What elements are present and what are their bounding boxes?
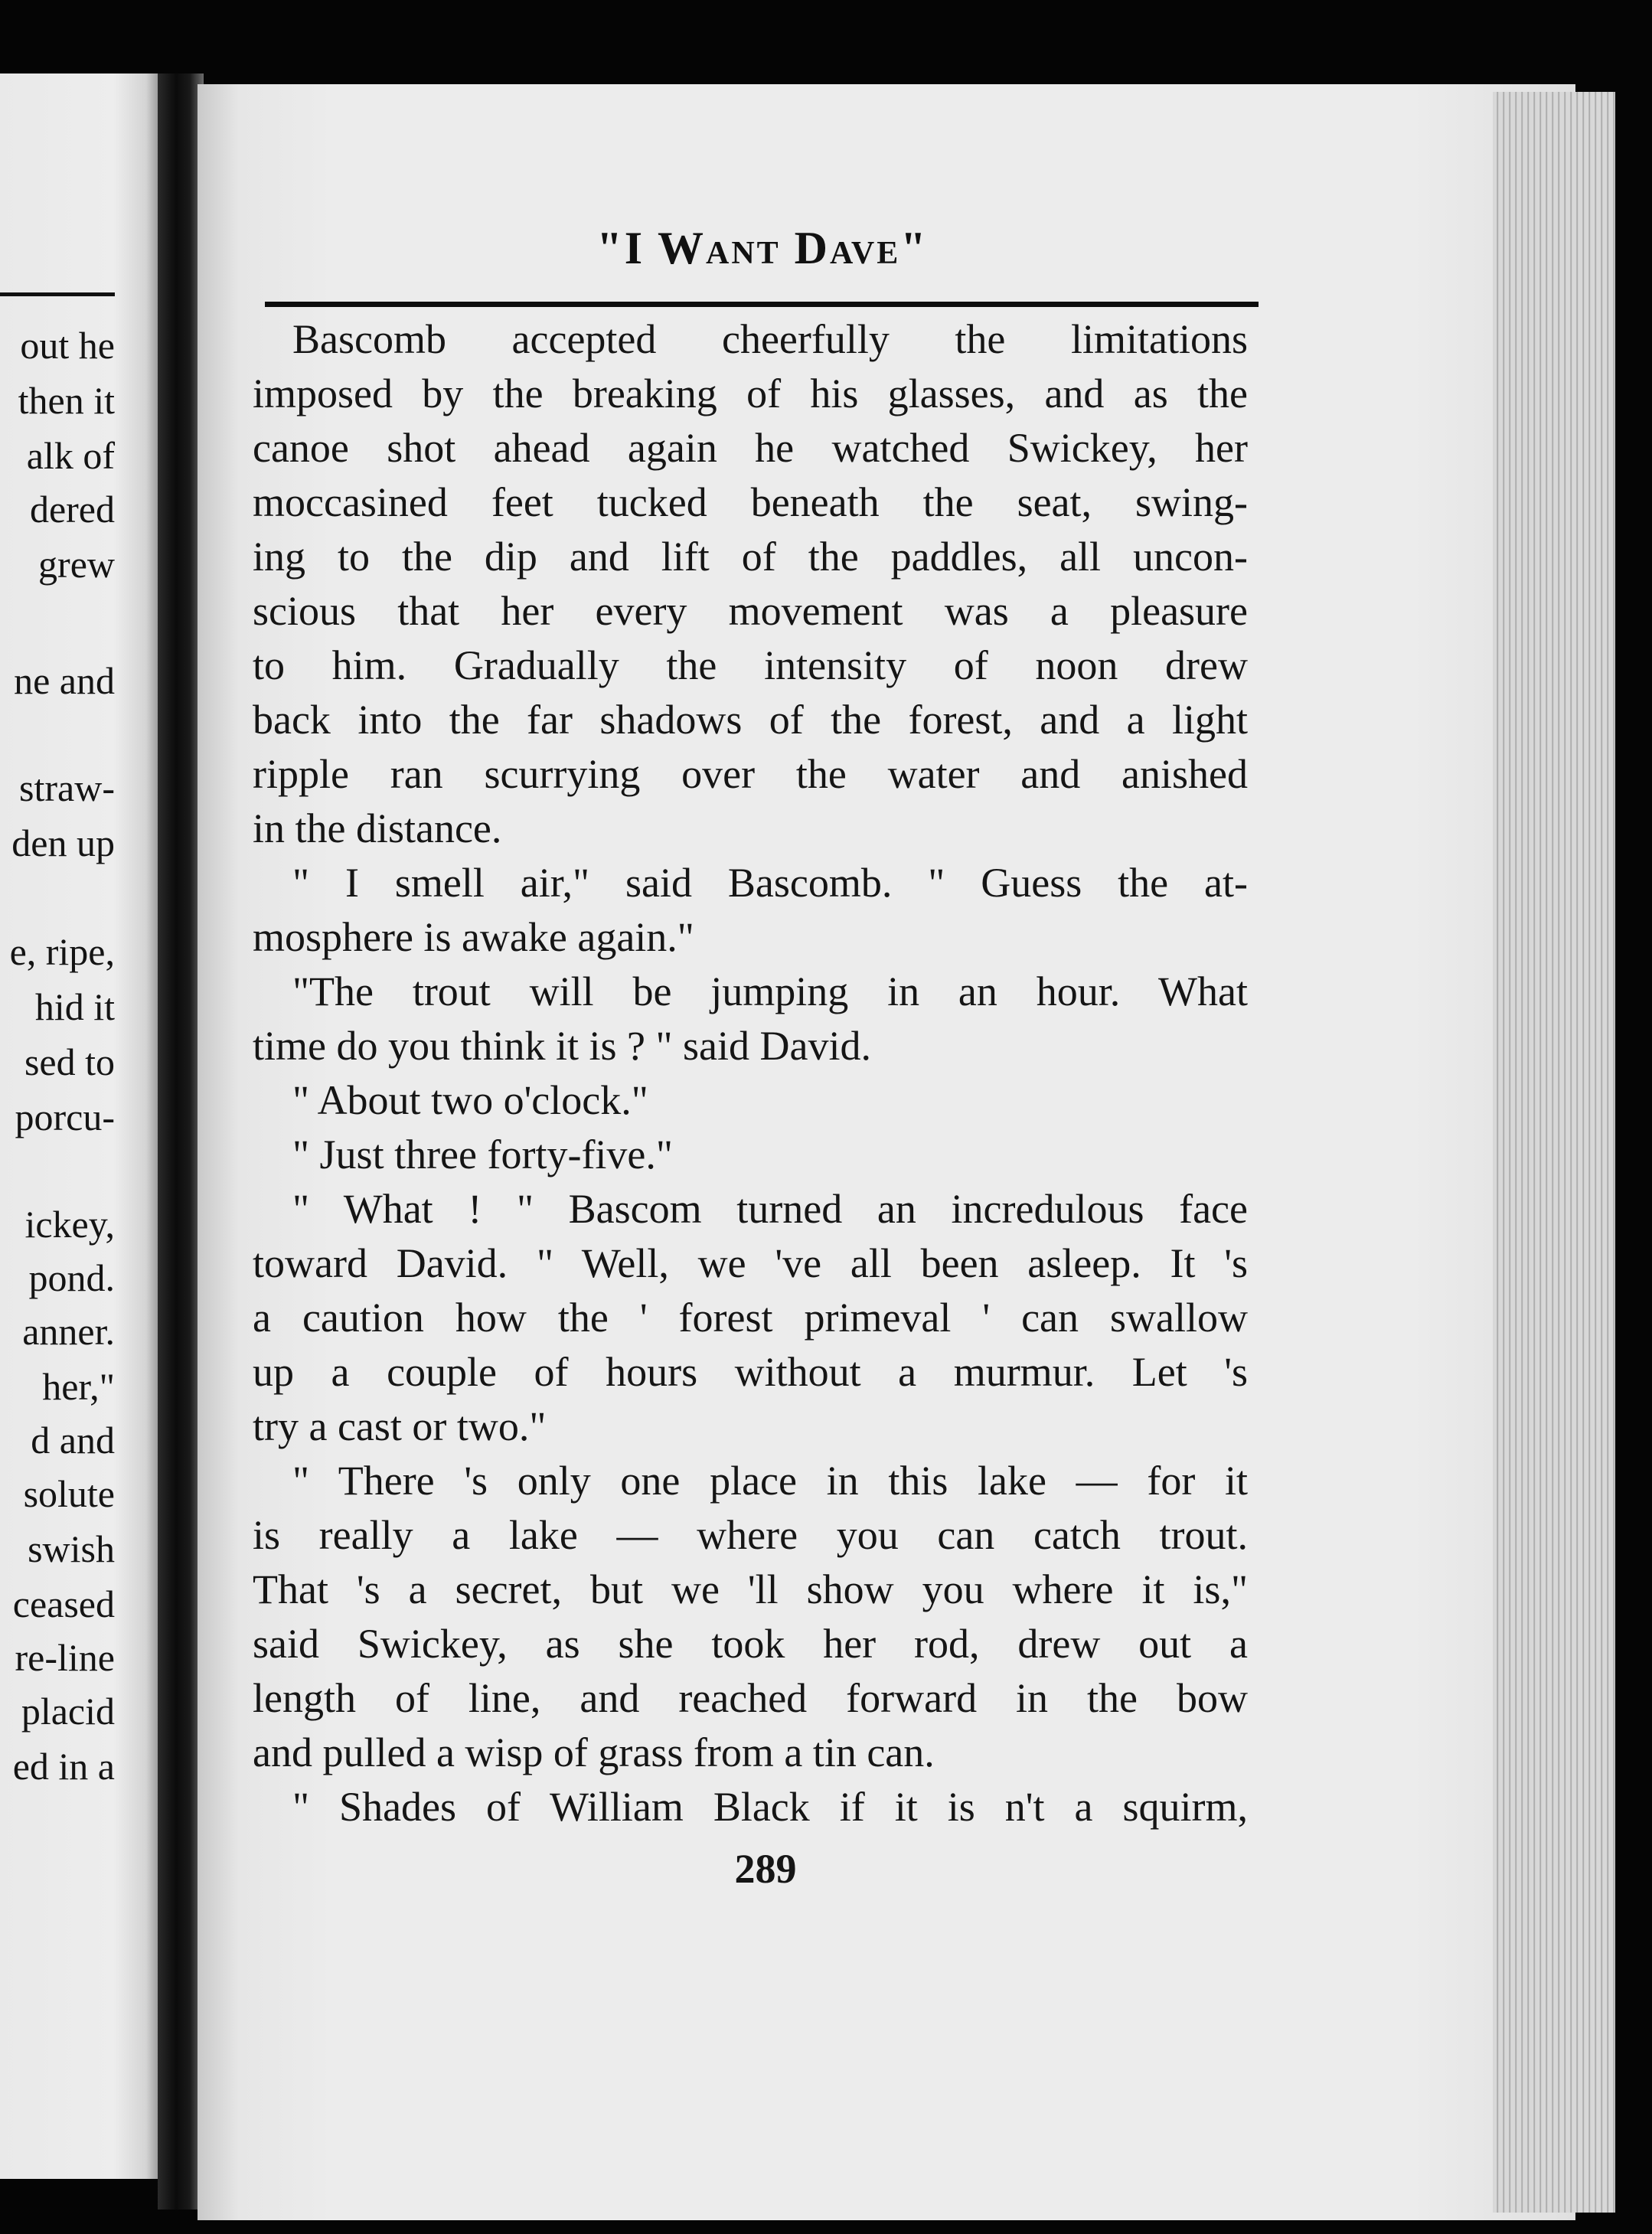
page-edges (1493, 92, 1615, 2213)
text-line: " About two o'clock." (292, 1077, 648, 1123)
previous-page-line: placid (21, 1690, 115, 1733)
previous-page-line: den up (11, 821, 115, 864)
previous-page-fragment (0, 73, 162, 2179)
previous-page-line: then it (18, 379, 115, 422)
text-line: " There 's only one place in this lake — for it (292, 1458, 1248, 1504)
previous-page-line: ne and (14, 659, 115, 702)
previous-page-line: swish (28, 1527, 115, 1570)
text-line: and pulled a wisp of grass from a tin can. (253, 1729, 935, 1775)
text-line: imposed by the breaking of his glasses, and as the (253, 371, 1248, 416)
previous-page-line: porcu- (15, 1096, 115, 1138)
text-line: time do you think it is ? " said David. (253, 1023, 871, 1069)
text-line: canoe shot ahead again he watched Swickey, her (253, 425, 1248, 471)
previous-page-line: pond. (28, 1256, 115, 1299)
text-line: back into the far shadows of the forest, and a light (253, 697, 1248, 743)
previous-page-line: d and (31, 1419, 115, 1462)
text-line: " I smell air," said Bascomb. " Guess the at- (292, 860, 1248, 906)
previous-page-line: alk of (26, 434, 115, 477)
text-line: " Shades of William Black if it is n't a squirm, (292, 1784, 1248, 1830)
previous-page-line: solute (23, 1472, 115, 1515)
text-line: a caution how the ' forest primeval ' can swallow (253, 1295, 1248, 1341)
text-line: said Swickey, as she took her rod, drew out a (253, 1621, 1248, 1667)
text-line: up a couple of hours without a murmur. Let 's (253, 1349, 1248, 1395)
text-line: "The trout will be jumping in an hour. What (292, 968, 1248, 1014)
text-line: ing to the dip and lift of the paddles, all uncon- (253, 534, 1248, 580)
text-line: in the distance. (253, 805, 502, 851)
text-line: mosphere is awake again." (253, 914, 694, 960)
previous-page-line: ed in a (12, 1745, 115, 1788)
previous-page-line: grew (38, 543, 115, 586)
previous-page-line: hid it (34, 985, 115, 1028)
page-number: 289 (734, 1846, 797, 1892)
previous-page-line: ickey, (24, 1203, 115, 1246)
previous-page-line: her," (42, 1365, 115, 1408)
previous-page-line: e, ripe, (9, 930, 115, 973)
previous-page-line: ceased (12, 1582, 115, 1625)
text-line: Bascomb accepted cheerfully the limitations (292, 316, 1248, 362)
previous-page-line: anner. (22, 1310, 115, 1353)
previous-page-line: sed to (24, 1040, 115, 1083)
book-gutter (158, 73, 204, 2210)
body-text (253, 312, 1248, 1834)
running-head-rule (265, 302, 1259, 307)
text-line: That 's a secret, but we 'll show you where it is," (253, 1566, 1248, 1612)
previous-page-line: straw- (19, 766, 115, 809)
previous-page-head-rule (0, 292, 115, 296)
text-line: scious that her every movement was a pleasure (253, 588, 1248, 634)
text-line: " What ! " Bascom turned an incredulous face (292, 1186, 1248, 1232)
running-head: "I Want Dave" (596, 223, 929, 273)
text-line: length of line, and reached forward in the bow (253, 1675, 1248, 1721)
text-line: to him. Gradually the intensity of noon drew (253, 642, 1248, 688)
previous-page-line: out he (20, 324, 115, 367)
text-line: try a cast or two." (253, 1403, 547, 1449)
text-line: toward David. " Well, we 've all been asleep. It 's (253, 1240, 1248, 1286)
text-line: is really a lake — where you can catch trout. (253, 1512, 1248, 1558)
text-line: moccasined feet tucked beneath the seat, swing- (253, 479, 1248, 525)
text-line: ripple ran scurrying over the water and anished (253, 751, 1248, 797)
text-line: " Just three forty-five." (292, 1132, 673, 1177)
previous-page-line: re-line (15, 1636, 115, 1679)
previous-page-line: dered (29, 488, 115, 531)
